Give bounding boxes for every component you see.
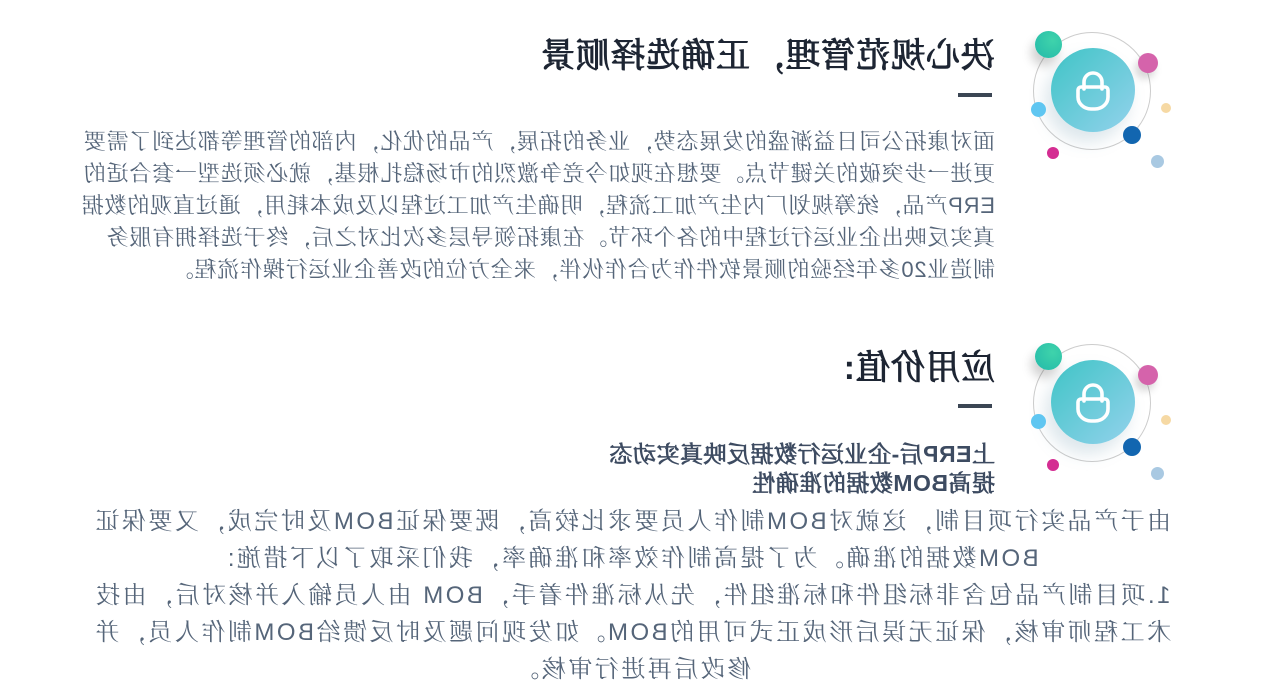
decorative-dot-teal: [1035, 31, 1062, 58]
paragraph-line: 面对康拓公司日益渐盛的发展态势，业务的拓展，产品的优化，内部的管理等都达到了需要: [82, 129, 995, 154]
section1-badge: [1014, 20, 1174, 180]
decorative-dot-steelblue: [1151, 467, 1164, 480]
paragraph-line: BOM数据的准确。为了提高制作效率和准确率，我们采取了以下措施:: [225, 545, 1039, 572]
section1-divider: [958, 93, 992, 97]
decorative-dot-magenta: [1047, 147, 1059, 159]
paragraph-line: 术工程师审核，保证无误后形成正式可用的BOM。如发现问题及时反馈给BOM制作人员，并: [92, 619, 1172, 646]
decorative-dot-darkblue: [1123, 126, 1141, 144]
decorative-dot-cream: [1161, 415, 1171, 425]
decorative-dot-pink: [1138, 53, 1158, 73]
decorative-dot-magenta: [1047, 459, 1059, 471]
paragraph-line: 修改后再进行审核。: [512, 656, 752, 683]
decorative-dot-cream: [1161, 103, 1171, 113]
subheading-line: 提高BOM数据的准确性: [751, 470, 995, 496]
subheading-line: 上ERP后-企业运行数据反映真实动态: [609, 441, 995, 467]
paragraph-line: ERP产品，统筹规划厂内生产加工流程，明确生产加工过程以及成本耗用，通过直观的数据: [80, 193, 995, 218]
decorative-dot-steelblue: [1151, 155, 1164, 168]
paragraph-line: 制造业20多年经验的顺景软件作为合作伙伴，来全方位的改善企业运行操作流程。: [170, 257, 995, 282]
decorative-dot-lightblue: [1031, 102, 1046, 117]
section2-divider: [958, 404, 992, 408]
decorative-dot-darkblue: [1123, 438, 1141, 456]
decorative-dot-lightblue: [1031, 414, 1046, 429]
decorative-dot-pink: [1138, 365, 1158, 385]
section2-badge: [1014, 332, 1174, 492]
lock-icon: [1071, 379, 1115, 425]
section1-paragraph: [35, 126, 995, 286]
section1-heading: 决心规范管理，正确选择顺景: [540, 37, 995, 75]
section2-heading: 应用价值:: [842, 349, 995, 387]
decorative-dot-teal: [1035, 343, 1062, 370]
paragraph-line: 1.项目制产品包含非标组件和标准组件，先从标准件着手，BOM 由人员输入并核对后，由技: [93, 582, 1171, 609]
paragraph-line: 更进一步突破的关键节点。要想在现如今竞争激烈的市场稳扎根基，就必须选型一套合适的: [82, 161, 995, 186]
paragraph-line: 真实反映出企业运行过程中的各个环节。在康拓领导层多次比对之后，终于选择拥有服务: [105, 225, 995, 250]
paragraph-line: 由于产品实行项目制，这就对BOM制作人员要求比较高，既要保证BOM及时完成，又要保证: [92, 508, 1172, 535]
section2-subheadings: [35, 440, 995, 498]
section2-paragraph: [0, 503, 1264, 688]
lock-icon: [1071, 67, 1115, 113]
